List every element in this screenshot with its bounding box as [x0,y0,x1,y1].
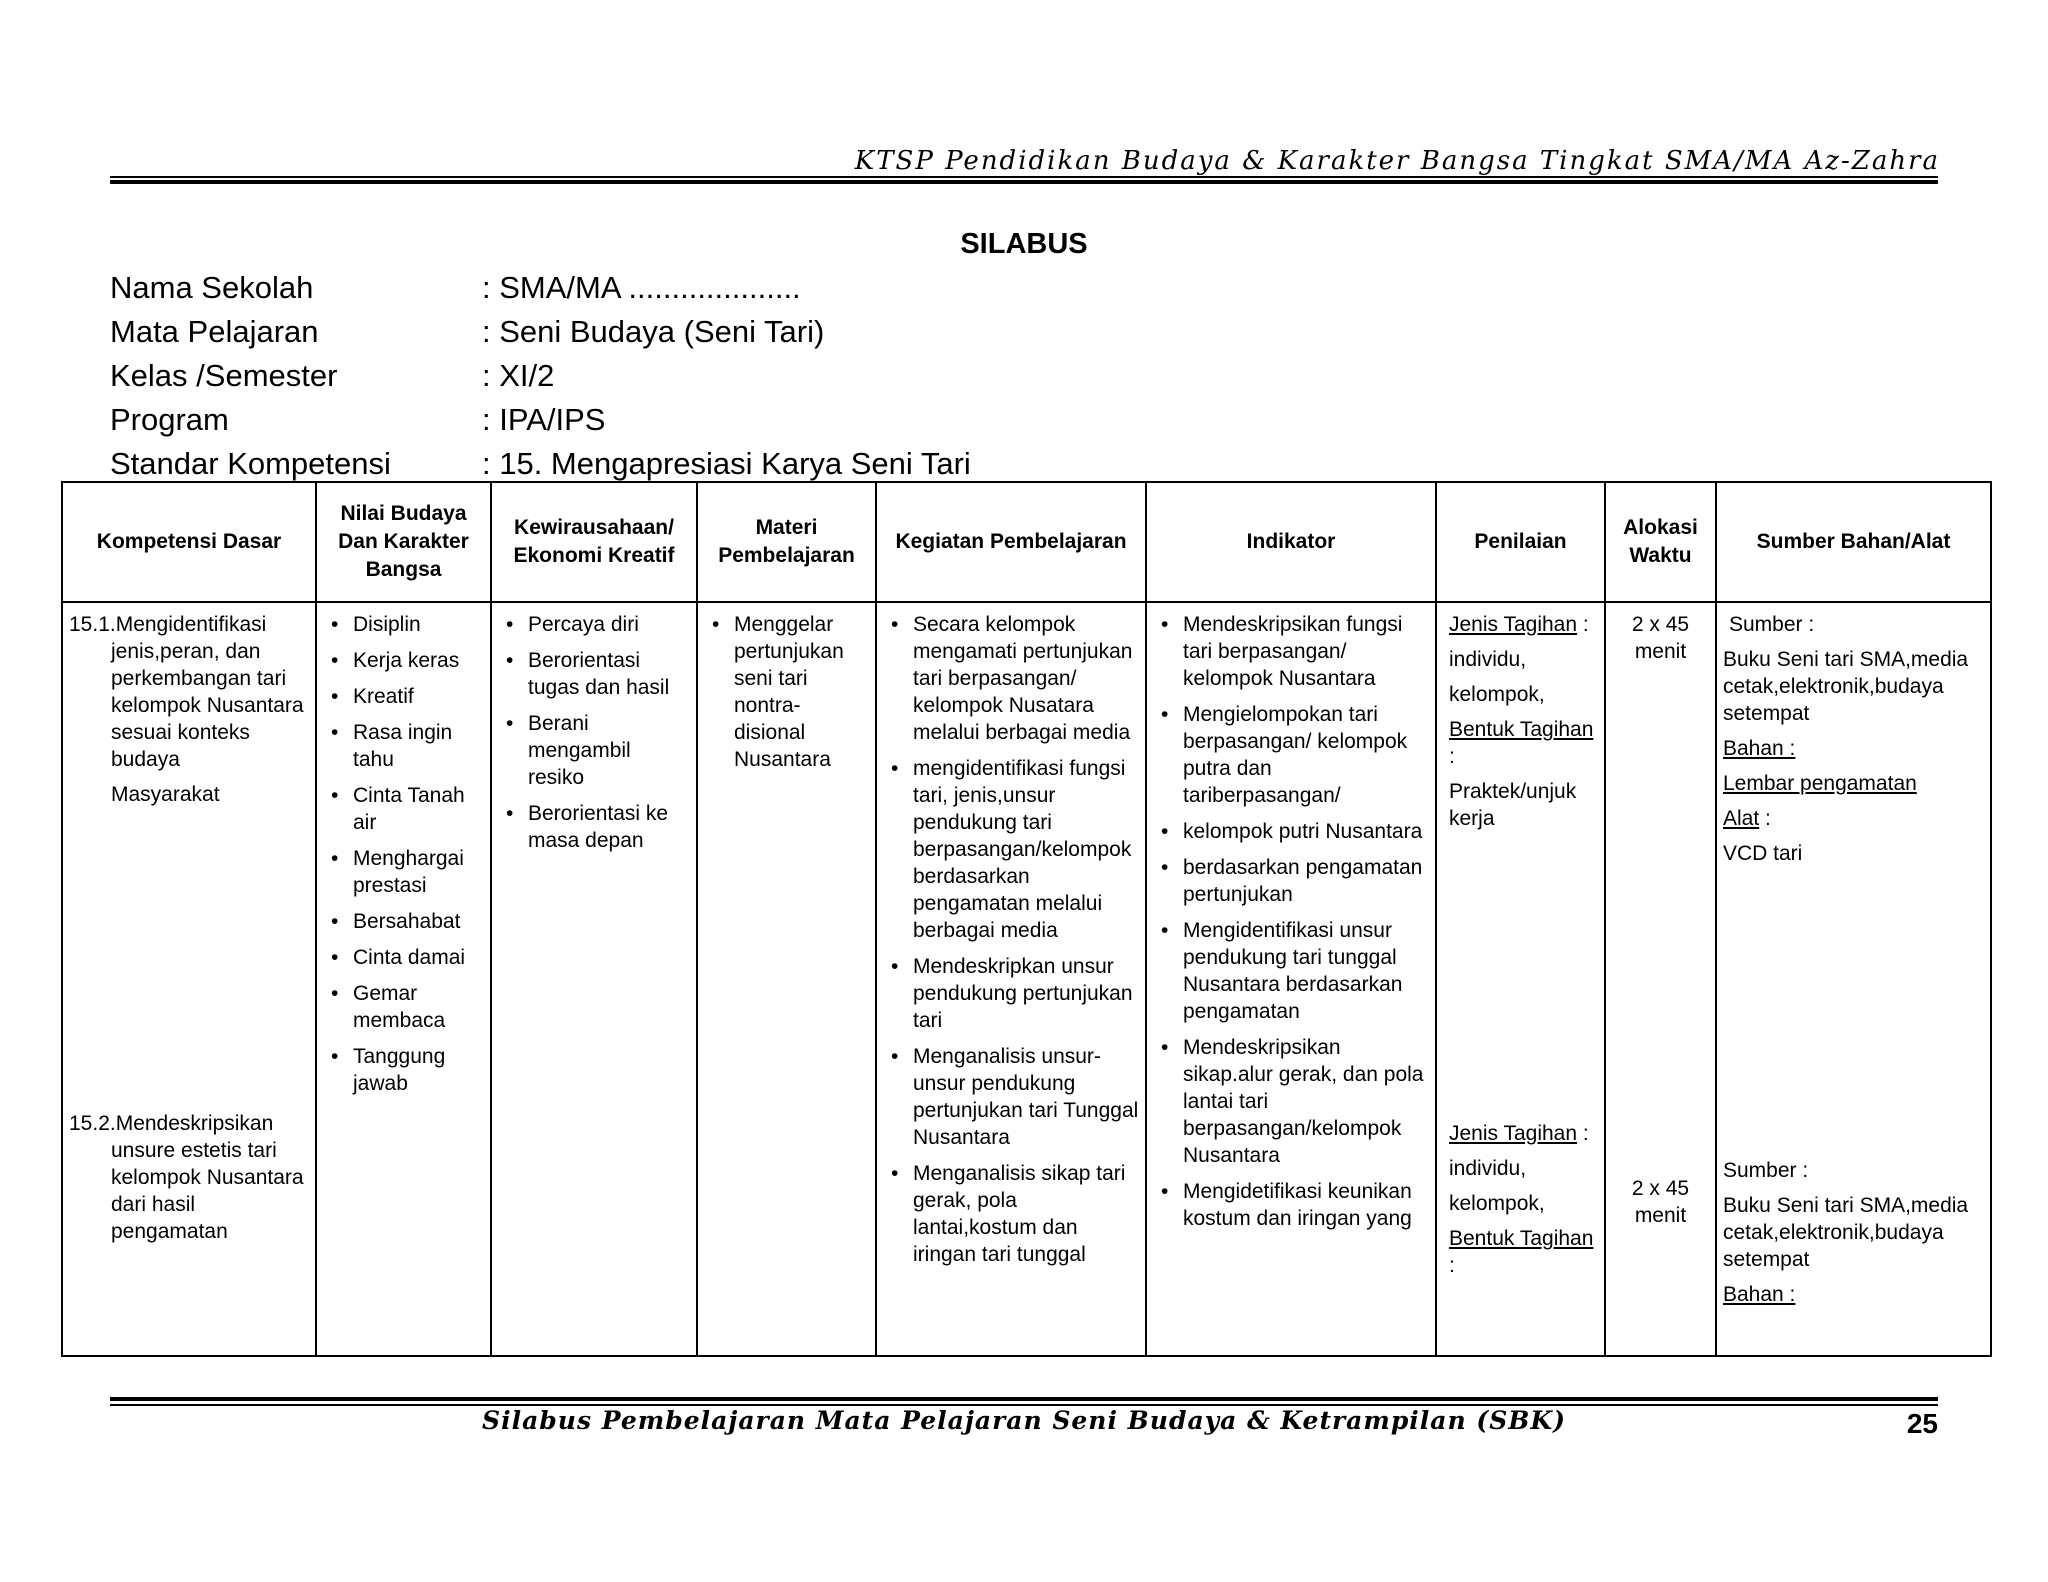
list-item: • Mendeskripsikan fungsi tari berpasangan/ kelompok Nusantara [1153,611,1429,692]
cell-penilaian [1436,602,1605,1356]
header-indikator: Indikator [1146,482,1436,602]
info-value: : XI/2 [482,358,555,393]
list-item: • Secara kelompok mengamati pertunjukan tari berpasangan/ kelompok Nusatara melalui berbagai media [883,611,1139,746]
cell-kegiatan [876,602,1146,1356]
info-block [110,266,971,486]
colon: : [1449,1254,1455,1277]
info-label: Program [110,402,229,437]
jenis-tagihan-label: Jenis Tagihan [1449,1122,1578,1145]
list-item: • berdasarkan pengamatan pertunjukan [1153,854,1429,908]
alokasi-1: 2 x 45 menit [1631,613,1690,663]
list-item: • Mendeskripkan unsur pendukung pertunjukan tari [883,953,1139,1034]
list-item: • Berani mengambil resiko [498,710,690,791]
bentuk-tagihan-label: Bentuk Tagihan [1449,1227,1594,1250]
footer-title: Silabus Pembelajaran Mata Pelajaran Seni Budaya & Ketrampilan (SBK) [482,1406,1566,1435]
colon: : [1449,745,1455,768]
cell-materi [697,602,876,1356]
cell-indikator [1146,602,1436,1356]
bahan-label-2: Bahan : [1723,1283,1796,1306]
header-nilai-budaya: Nilai Budaya Dan Karakter Bangsa [316,482,491,602]
table-header-row [62,482,1991,602]
sumber-buku-1: Buku Seni tari SMA,media cetak,elektronik,budaya setempat [1723,648,1969,725]
header-penilaian: Penilaian [1436,482,1605,602]
page-number: 25 [1906,1408,1938,1439]
indikator-list [1153,611,1429,1232]
penilaian-bentuk-1 [1443,716,1598,770]
bahan-value: Lembar pengamatan [1723,772,1917,795]
info-row-program [110,398,971,442]
kd-2: 15.2.Mendeskripsikan unsure estetis tari kelompok Nusantara dari hasil pengamatan [69,1112,304,1243]
list-item: • Berorientasi ke masa depan [498,800,690,854]
sumber-buku-2: Buku Seni tari SMA,media cetak,elektronik,budaya setempat [1723,1194,1969,1271]
info-label: Standar Kompetensi [110,446,391,481]
info-label: Mata Pelajaran [110,314,319,349]
footer-rule-thick [110,1397,1938,1401]
header-materi: Materi Pembelajaran [697,482,876,602]
colon: : [1582,1122,1589,1145]
list-item: • Tanggung jawab [323,1043,484,1097]
info-value: : 15. Mengapresiasi Karya Seni Tari [482,446,971,481]
header-kegiatan: Kegiatan Pembelajaran [876,482,1146,602]
list-item: • Menganalisis unsur-unsur pendukung pertunjukan tari Tunggal Nusantara [883,1043,1139,1151]
alat-label-text: Alat [1723,807,1760,830]
header-sumber: Sumber Bahan/Alat [1716,482,1991,602]
penilaian-praktek: Praktek/unjuk kerja [1449,780,1577,830]
info-label: Nama Sekolah [110,270,314,305]
kd-1-extra: Masyarakat [111,783,220,806]
materi-list [704,611,869,773]
page-title: SILABUS [960,228,1088,260]
info-row-standar-kompetensi [110,442,971,486]
silabus-table [61,481,1992,1357]
table-row [62,602,1991,1356]
alokasi-2: 2 x 45 menit [1631,1177,1690,1227]
penilaian-jenis-1 [1443,611,1598,638]
list-item: • mengidentifikasi fungsi tari, jenis,unsur pendukung tari berpasangan/kelompok berdasarkan pengamatan melalui berbagai media [883,755,1139,944]
penilaian-individu-2: individu, [1449,1157,1527,1180]
list-item: • Mengidetifikasi keunikan kostum dan iringan yang [1153,1178,1429,1232]
sumber-label-1: Sumber : [1729,613,1815,636]
alat-value: VCD tari [1723,842,1803,865]
colon: : [1765,807,1771,830]
list-item: • Disiplin [323,611,484,638]
cell-sumber [1716,602,1991,1356]
kewirausahaan-list [498,611,690,854]
kegiatan-list [883,611,1139,1268]
info-row-nama-sekolah [110,266,971,310]
header-kewirausahaan: Kewirausahaan/ Ekonomi Kreatif [491,482,697,602]
info-value: : IPA/IPS [482,402,606,437]
info-row-mata-pelajaran [110,310,971,354]
list-item: • Bersahabat [323,908,484,935]
penilaian-kelompok-2: kelompok, [1449,1192,1545,1215]
sumber-label-2: Sumber : [1723,1159,1809,1182]
header-alokasi-waktu: Alokasi Waktu [1605,482,1716,602]
info-label: Kelas /Semester [110,358,338,393]
list-item: • Mengidentifikasi unsur pendukung tari tunggal Nusantara berdasarkan pengamatan [1153,917,1429,1025]
penilaian-kelompok-1: kelompok, [1449,683,1545,706]
header-rule-thick [110,180,1938,184]
list-item: • Menghargai prestasi [323,845,484,899]
running-header: KTSP Pendidikan Budaya & Karakter Bangsa Tingkat SMA/MA Az-Zahra [854,146,1940,176]
list-item: • Kerja keras [323,647,484,674]
list-item: • kelompok putri Nusantara [1153,818,1429,845]
header-kompetensi-dasar: Kompetensi Dasar [62,482,316,602]
colon: : [1582,613,1589,636]
kd-1: 15.1.Mengidentifikasi jenis,peran, dan perkembangan tari kelompok Nusantara sesuai konteks budaya [69,613,304,771]
penilaian-individu-1: individu, [1449,648,1527,671]
bahan-label-1: Bahan : [1723,737,1796,760]
list-item: • Berorientasi tugas dan hasil [498,647,690,701]
cell-alokasi-waktu [1605,602,1716,1356]
jenis-tagihan-label: Jenis Tagihan [1449,613,1578,636]
list-item: • Cinta damai [323,944,484,971]
cell-nilai-budaya [316,602,491,1356]
list-item: • Menganalisis sikap tari gerak, pola lantai,kostum dan iringan tari tunggal [883,1160,1139,1268]
alat-label [1723,805,1984,832]
info-value: : Seni Budaya (Seni Tari) [482,314,825,349]
list-item: • Cinta Tanah air [323,782,484,836]
info-row-kelas-semester [110,354,971,398]
list-item: • Percaya diri [498,611,690,638]
list-item: • Menggelar pertunjukan seni tari nontra-disional Nusantara [704,611,869,773]
cell-kewirausahaan [491,602,697,1356]
info-value: : SMA/MA .................... [482,270,801,305]
penilaian-jenis-2 [1443,1120,1598,1147]
list-item: • Rasa ingin tahu [323,719,484,773]
header-rule-thin [110,176,1938,178]
list-item: • Gemar membaca [323,980,484,1034]
list-item: • Kreatif [323,683,484,710]
bentuk-tagihan-label: Bentuk Tagihan [1449,718,1594,741]
penilaian-bentuk-2 [1443,1225,1598,1279]
nilai-list [323,611,484,1097]
list-item: • Mendeskripsikan sikap.alur gerak, dan pola lantai tari berpasangan/kelompok Nusantara [1153,1034,1429,1169]
list-item: • Mengielompokan tari berpasangan/ kelompok putra dan tariberpasangan/ [1153,701,1429,809]
cell-kompetensi-dasar [62,602,316,1356]
